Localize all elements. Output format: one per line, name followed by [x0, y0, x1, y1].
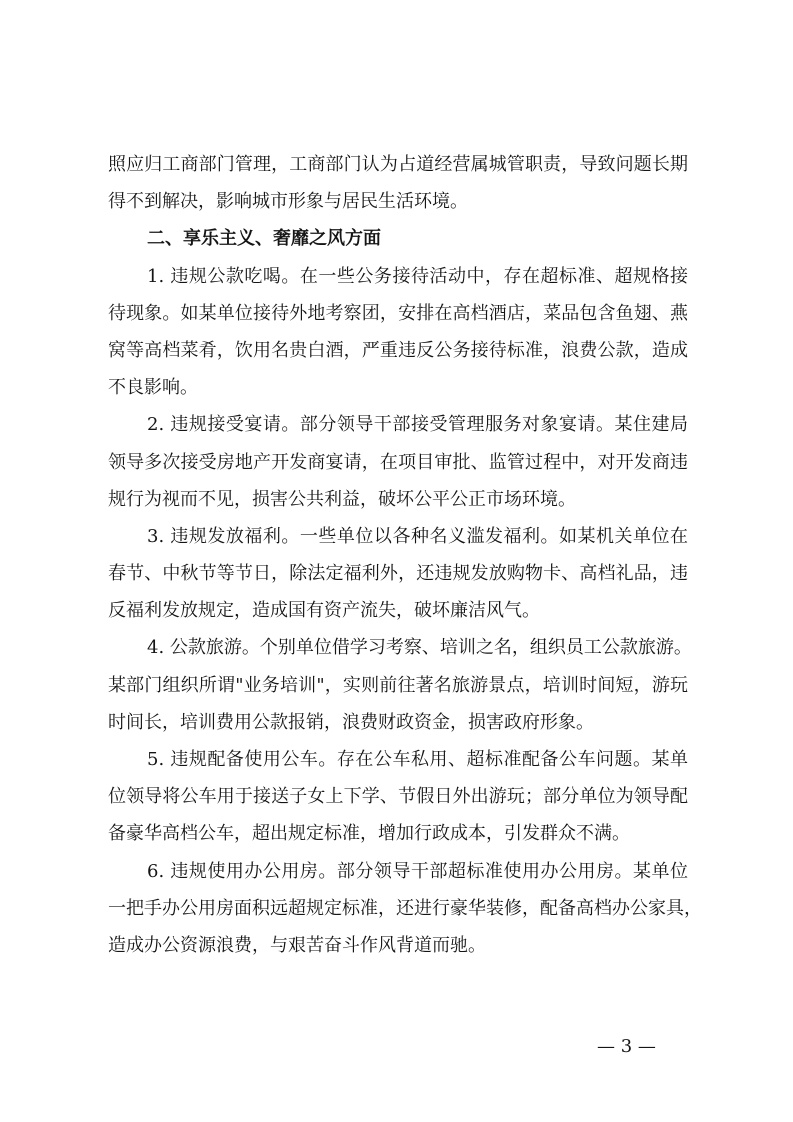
- page-number: — 3 —: [597, 1036, 656, 1057]
- text-line: 领导多次接受房地产开发商宴请，在项目审批、监管过程中，对开发商违: [108, 451, 688, 473]
- text-line: 5. 违规配备使用公车。存在公车私用、超标准配备公车问题。某单: [147, 749, 688, 770]
- text-line: 反福利发放规定，造成国有资产流失，破坏廉洁风气。: [108, 600, 540, 622]
- paragraph-item-1: [108, 258, 688, 407]
- text-line: 不良影响。: [108, 377, 198, 399]
- text-line: 一把手办公用房面积远超规定标准，还进行豪华装修，配备高档办公家具，: [108, 897, 702, 919]
- text-line: 照应归工商部门管理，工商部门认为占道经营属城管职责，导致问题长期: [108, 154, 688, 175]
- text-line: 2. 违规接受宴请。部分领导干部接受管理服务对象宴请。某住建局: [147, 414, 688, 436]
- lead-paragraph: [108, 146, 688, 220]
- text-line: 造成办公资源浪费，与艰苦奋斗作风背道而驰。: [108, 934, 486, 956]
- text-line: 时间长，培训费用公款报销，浪费财政资金，损害政府形象。: [108, 711, 594, 733]
- text-line: 6. 违规使用办公用房。部分领导干部超标准使用办公用房。某单位: [147, 860, 688, 882]
- document-body: [108, 146, 702, 964]
- text-line: 备豪华高档公车，超出规定标准，增加行政成本，引发群众不满。: [108, 823, 630, 845]
- paragraph-item-5: [108, 741, 688, 853]
- text-line: 4. 公款旅游。个别单位借学习考察、培训之名，组织员工公款旅游。: [147, 637, 692, 659]
- paragraph-item-2: [108, 406, 688, 518]
- text-line: 待现象。如某单位接待外地考察团，安排在高档酒店，菜品包含鱼翅、燕: [108, 302, 688, 324]
- text-line: 规行为视而不见，损害公共利益，破坏公平公正市场环境。: [108, 488, 576, 510]
- text-line: 得不到解决，影响城市形象与居民生活环境。: [108, 191, 468, 213]
- text-line: 3. 违规发放福利。一些单位以各种名义滥发福利。如某机关单位在: [147, 525, 688, 547]
- text-line: 1. 违规公款吃喝。在一些公务接待活动中，存在超标准、超规格接: [147, 265, 688, 287]
- paragraph-item-4: [108, 629, 692, 741]
- text-line: 春节、中秋节等节日，除法定福利外，还违规发放购物卡、高档礼品，违: [108, 563, 688, 585]
- text-line: 窝等高档菜肴，饮用名贵白酒，严重违反公务接待标准，浪费公款，造成: [108, 339, 688, 361]
- text-line: 位领导将公车用于接送子女上下学、节假日外出游玩；部分单位为领导配: [108, 786, 688, 808]
- section-heading: 二、享乐主义、奢靡之风方面: [147, 228, 381, 250]
- paragraph-item-6: [108, 853, 702, 965]
- text-line: 某部门组织所谓"业务培训"，实则前往著名旅游景点，培训时间短，游玩: [108, 674, 688, 696]
- paragraph-item-3: [108, 518, 688, 630]
